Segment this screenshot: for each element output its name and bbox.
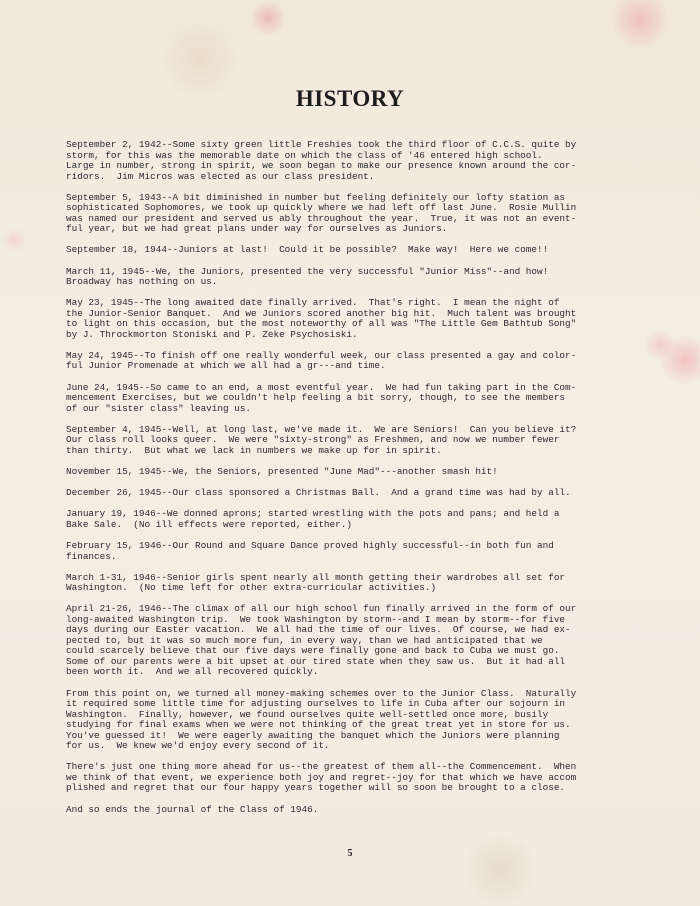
entry-line: And so ends the journal of the Class of 1946.	[66, 803, 319, 815]
page-title: HISTORY	[295, 86, 405, 111]
entry-line: Some of our parents were a bit upset at our tired state when they saw us. But it had all	[66, 655, 566, 667]
entry-line: for us. We knew we'd enjoy every second of it.	[66, 740, 330, 752]
entry-line: it required some little time for adjusting ourselves to life in Cuba after our sojourn in	[66, 698, 566, 710]
entry-line: ful year, but we had great plans under way for ourselves as Juniors.	[66, 223, 448, 235]
entry-line: finances.	[66, 550, 117, 562]
entry-line: storm, for this was the memorable date on which the class of '46 entered high school.	[66, 149, 543, 161]
entry-line: There's just one thing more ahead for us--the greatest of them all--the Commencement. When	[66, 761, 577, 773]
history-entry	[66, 267, 632, 288]
entry-line: Our class roll looks queer. We were "sixty-strong" as Freshmen, and now we number fewer	[66, 434, 560, 446]
entry-line: February 15, 1946--Our Round and Square Dance proved highly successful--in both fun and	[66, 540, 554, 552]
entry-line: You've guessed it! We were eagerly awaiting the banquet which the Juniors were planning	[66, 729, 560, 741]
entry-line: Washington. (No time left for other extra-curricular activities.)	[66, 582, 437, 594]
entry-line: we think of that event, we experience both joy and regret--joy for that which we have accom	[66, 771, 577, 783]
entry-line: Large in number, strong in spirit, we soon began to make our presence known around the cor-	[66, 160, 577, 171]
entry-line: May 24, 1945--To finish off one really wonderful week, our class presented a gay and color-	[66, 349, 577, 361]
entry-line: to light on this occasion, but the most noteworthy of all was "The Little Gem Bathtub Song"	[66, 318, 577, 330]
history-text	[66, 140, 632, 826]
entry-line: September 2, 1942--Some sixty green little Freshies took the third floor of C.C.S. quite by	[66, 139, 577, 150]
entry-line: December 26, 1945--Our class sponsored a Christmas Ball. And a grand time was had by all.	[66, 487, 571, 499]
entry-line: was named our president and served us ably throughout the year. True, it was not an event-	[66, 212, 577, 224]
entry-line: of our "sister class" leaving us.	[66, 402, 252, 414]
entry-line: September 4, 1945--Well, at long last, we've made it. We are Seniors! Can you believe it?	[66, 423, 577, 435]
history-entry	[66, 425, 632, 457]
entry-line: November 15, 1945--We, the Seniors, presented "June Mad"---another smash hit!	[66, 466, 498, 477]
entry-line: ful Junior Promenade at which we all had a gr---and time.	[66, 360, 386, 372]
entry-line: April 21-26, 1946--The climax of all our high school fun finally arrived in the form of our	[66, 603, 577, 615]
history-entry	[66, 298, 632, 340]
entry-line: ridors. Jim Micros was elected as our class president.	[66, 170, 375, 182]
history-entry	[66, 689, 632, 752]
entry-line: long-awaited Washington trip. We took Washington by storm--and I mean by storm--for five	[66, 613, 566, 625]
page-number: 5	[347, 848, 353, 859]
history-entry	[66, 541, 632, 562]
history-entry	[66, 604, 632, 678]
entry-line: days during our Easter vacation. We all had the time of our lives. Of course, we had ex-	[66, 624, 571, 636]
history-entry	[66, 762, 632, 794]
history-entry	[66, 573, 632, 594]
entry-line: June 24, 1945--So came to an end, a most eventful year. We had fun taking part in the Com-	[66, 381, 577, 393]
entry-line: sophisticated Sophomores, we took up quickly where we had left off last June. Rosie Mullin	[66, 202, 577, 214]
history-entry	[66, 383, 632, 415]
entry-line: by J. Throckmorton Stoniski and P. Zeke Psychosiski.	[66, 328, 358, 340]
history-entry	[66, 467, 632, 478]
entry-line: Broadway has nothing on us.	[66, 276, 218, 288]
entry-line: pected to, but it was so much more fun, in every way, than we had anticipated that we	[66, 634, 543, 646]
entry-line: been worth it. And we all recovered quickly.	[66, 666, 319, 678]
entry-line: than thirty. But what we lack in numbers we make up for in spirit.	[66, 444, 442, 456]
history-entry	[66, 509, 632, 530]
entry-line: September 5, 1943--A bit diminished in number but feeling definitely our lofty station as	[66, 191, 566, 203]
entry-line: could scarcely believe that our five days were finally gone and back to Cuba we must go.	[66, 645, 560, 657]
entry-line: May 23, 1945--The long awaited date finally arrived. That's right. I mean the night of	[66, 297, 560, 309]
entry-line: mencement Exercises, but we couldn't help feeling a bit sorry, though, to see the members	[66, 392, 566, 404]
entry-line: January 19, 1946--We donned aprons; started wrestling with the pots and pans; and held a	[66, 508, 560, 520]
entry-line: plished and regret that our four happy years together will so soon be brought to a close.	[66, 782, 566, 794]
entry-line: March 1-31, 1946--Senior girls spent nearly all month getting their wardrobes all set for	[66, 571, 566, 583]
entry-line: September 18, 1944--Juniors at last! Could it be possible? Make way! Here we come!!	[66, 244, 549, 256]
entry-line: Bake Sale. (No ill effects were reported, either.)	[66, 518, 352, 530]
entry-line: Washington. Finally, however, we found ourselves quite well-settled once more, busily	[66, 708, 549, 720]
entry-line: March 11, 1945--We, the Juniors, presented the very successful "Junior Miss"--and how!	[66, 265, 549, 277]
history-entry	[66, 193, 632, 235]
history-entry	[66, 140, 632, 182]
history-entry	[66, 351, 632, 372]
entry-line: the Junior-Senior Banquet. And we Juniors scored another big hit. Much talent was brought	[66, 307, 577, 319]
entry-line: studying for final exams when we were not thinking of the great treat yet in store for us.	[66, 719, 571, 731]
history-entry	[66, 245, 632, 256]
history-entry	[66, 488, 632, 499]
history-entry	[66, 805, 632, 816]
entry-line: From this point on, we turned all money-making schemes over to the Junior Class. Naturally	[66, 687, 577, 699]
